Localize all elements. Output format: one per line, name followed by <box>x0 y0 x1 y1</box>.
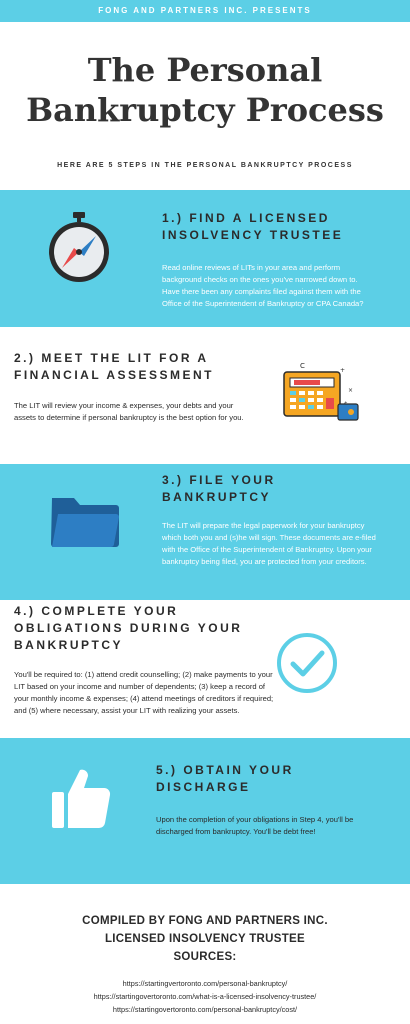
step-3-body: The LIT will prepare the legal paperwork for your bankruptcy which both you and (s)he will sign. These documents are e-filed with the Office of the Superintendent of Bankruptcy. Upon your bankruptcy being filed, you are protected from your creditors. <box>162 521 376 566</box>
step-3-heading: 3.) FILE YOUR BANKRUPTCY <box>162 473 276 504</box>
step-4-section <box>0 601 410 735</box>
page-subtitle: HERE ARE 5 STEPS IN THE PERSONAL BANKRUPTCY PROCESS <box>57 162 353 169</box>
step-5-heading: 5.) OBTAIN YOUR DISCHARGE <box>156 763 294 794</box>
title-line-1: The Personal <box>87 51 323 89</box>
step-4-heading: 4.) COMPLETE YOUR OBLIGATIONS DURING YOUR BANKRUPTCY <box>14 604 243 652</box>
page-title <box>0 50 410 130</box>
svg-text:C: C <box>300 362 305 370</box>
step-1-section <box>0 190 410 327</box>
step-2-heading: 2.) MEET THE LIT FOR A FINANCIAL ASSESSMENT <box>14 351 215 382</box>
step-4-body: You'll be required to: (1) attend credit counselling; (2) make payments to your LIT based on your income and number of dependents; (3) keep a record of your monthly income & expenses; (4) attend meetings of creditors if required; and (5) where necessary, assist your LIT with realizing your assets. <box>14 670 274 715</box>
step-2-section <box>0 340 410 458</box>
checkmark-icon <box>275 631 339 695</box>
svg-text:+: + <box>340 367 346 374</box>
source-link-3[interactable]: https://startingovertoronto.com/personal-bankruptcy/cost/ <box>112 1005 298 1014</box>
step-5-body: Upon the completion of your obligations in Step 4, you'll be discharged from bankruptcy. You'll be debt free! <box>156 815 354 836</box>
svg-text:×: × <box>348 387 354 394</box>
step-1-heading: 1.) FIND A LICENSED INSOLVENCY TRUSTEE <box>162 211 344 242</box>
step-2-body: The LIT will review your income & expenses, your debts and your assets to determine if personal bankruptcy is the best option for you. <box>14 401 244 422</box>
step-1-body: Read online reviews of LITs in your area and perform background checks on the ones you've narrowed down to. Have there been any complaints filed against them with the Office of the Superintendent of Bankruptcy or CPA Canada? <box>162 263 364 308</box>
financial-assessment-icon <box>282 360 362 430</box>
presenter-banner: FONG AND PARTNERS INC. PRESENTS <box>0 0 410 22</box>
title-line-2: Bankruptcy Process <box>26 91 384 129</box>
footer-credits: COMPILED BY FONG AND PARTNERS INC. LICENSED INSOLVENCY TRUSTEE SOURCES: <box>82 915 328 963</box>
step-3-section <box>0 464 410 600</box>
source-link-1[interactable]: https://startingvertoronto.com/personal-bankruptcy/ <box>122 979 288 988</box>
source-link-2[interactable]: https://startingovertoronto.com/what-is-a-licensed-insolvency-trustee/ <box>93 992 317 1001</box>
step-5-section <box>0 738 410 884</box>
folder-icon <box>50 492 120 550</box>
thumbs-up-icon <box>50 764 114 832</box>
compass-icon <box>44 210 114 282</box>
